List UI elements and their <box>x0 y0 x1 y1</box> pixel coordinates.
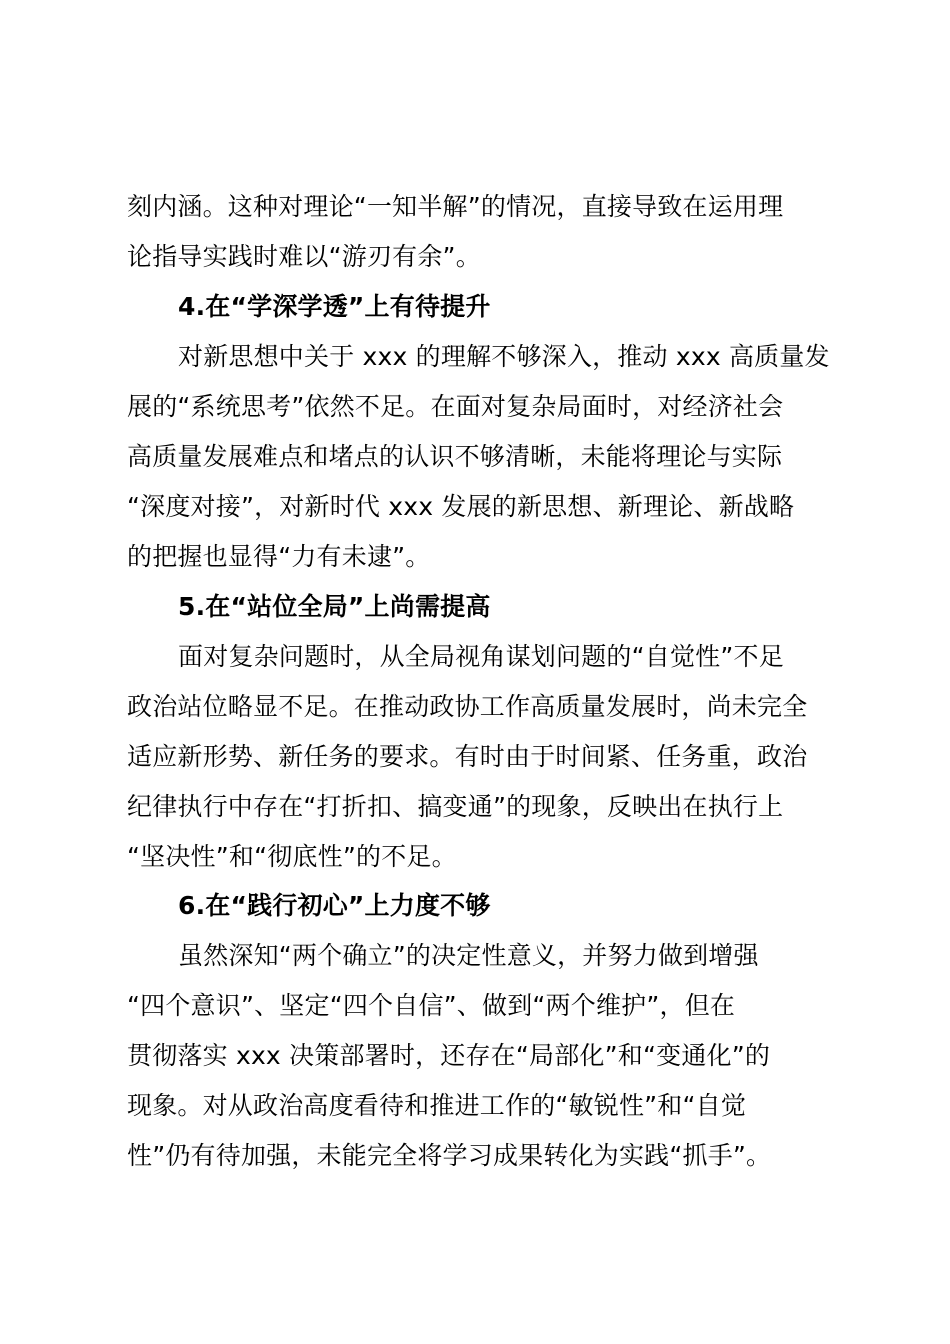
body-text-line: 政治站位略显不足。在推动政协工作高质量发展时，尚未完全 <box>127 692 808 721</box>
body-text-line: 的把握也显得“力有未逮”。 <box>127 542 431 571</box>
section-heading-6: 6.在“践行初心”上力度不够 <box>178 891 491 920</box>
body-text-line: 现象。对从政治高度看待和推进工作的“敏锐性”和“自觉 <box>127 1091 747 1120</box>
section-heading-4: 4.在“学深学透”上有待提升 <box>178 292 491 321</box>
body-text-line: 纪律执行中存在“打折扣、搞变通”的现象，反映出在执行上 <box>127 792 784 821</box>
body-text-line: “深度对接”，对新时代 xxx 发展的新思想、新理论、新战略 <box>127 492 795 521</box>
body-text-line: 论指导实践时难以“游刃有余”。 <box>127 242 481 271</box>
body-text-line: 虽然深知“两个确立”的决定性意义，并努力做到增强 <box>178 941 759 970</box>
body-text-line: “坚决性”和“彻底性”的不足。 <box>127 842 457 871</box>
body-text-line: “四个意识”、坚定“四个自信”、做到“两个维护”，但在 <box>127 991 736 1020</box>
body-text-line: 贯彻落实 xxx 决策部署时，还存在“局部化”和“变通化”的 <box>127 1041 771 1070</box>
body-text-line: 高质量发展难点和堵点的认识不够清晰，未能将理论与实际 <box>127 442 783 471</box>
body-text-line: 展的“系统思考”依然不足。在面对复杂局面时，对经济社会 <box>127 392 784 421</box>
body-text-line: 适应新形势、新任务的要求。有时由于时间紧、任务重，政治 <box>127 742 808 771</box>
section-heading-5: 5.在“站位全局”上尚需提高 <box>178 592 491 621</box>
body-text-line: 刻内涵。这种对理论“一知半解”的情况，直接导致在运用理 <box>127 192 784 221</box>
body-text-line: 面对复杂问题时，从全局视角谋划问题的“自觉性”不足 <box>178 642 784 671</box>
body-text-line: 性”仍有待加强，未能完全将学习成果转化为实践“抓手”。 <box>127 1141 772 1170</box>
body-text-line: 对新思想中关于 xxx 的理解不够深入，推动 xxx 高质量发 <box>178 342 830 371</box>
